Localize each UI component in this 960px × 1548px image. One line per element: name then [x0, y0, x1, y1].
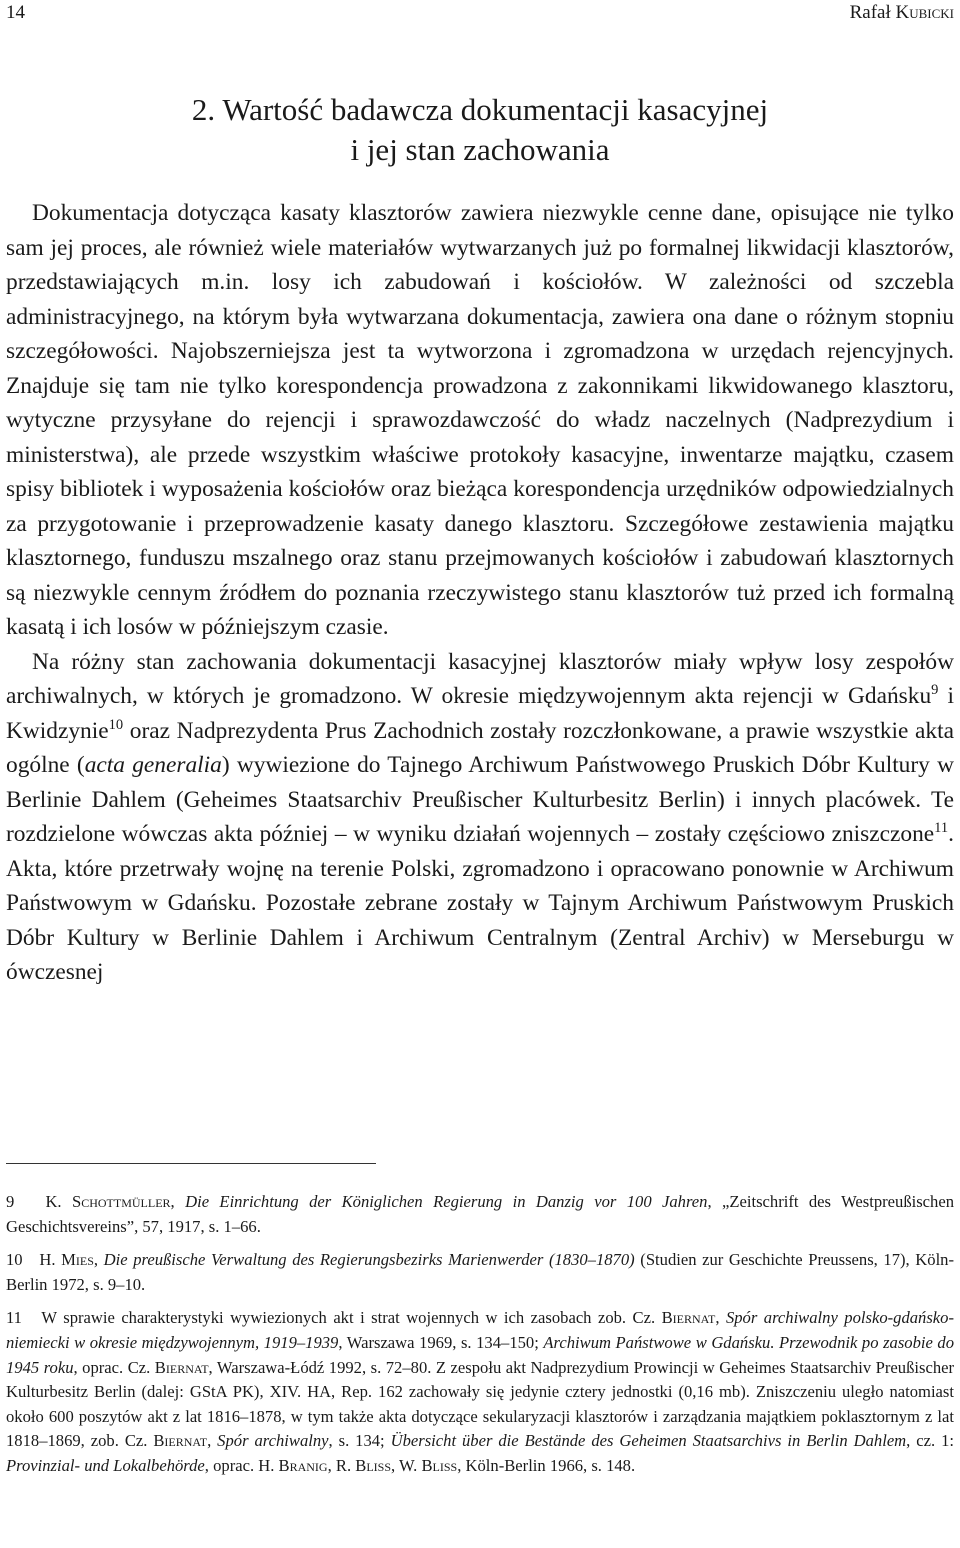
paragraph-1: Dokumentacja dotycząca kasaty klasztorów zawiera niezwykle cenne dane, opisujące nie tylko sam jej proces, ale również wiele materiałów wytwarzanych już po formalnej likwidacji klasztorów, przedstawiających m.in. losy ich zabudowań i kościołów. W zależności od szczebla administracyjnego, na którym była wytwarzana dokumentacja, zawiera ona dane o różnym stopniu szczegółowości. Najobszerniejsza jest ta wytworzona i zgromadzona w urzędach rejencyjnych. Znajduje się tam nie tylko korespondencja prowadzona z zakonnikami likwidowanego klasztoru, wytyczne przysyłane do rejencji i sprawozdawczość do władz naczelnych (Nadprezydium i ministerstwa), ale przede wszystkim właściwe protokoły kasacyjne, inwentarze majątku, czasem spisy bibliotek i wyposażenia kościołów oraz bieżąca korespondencja urzędników odpowiedzialnych za przygotowanie i przeprowadzenie kasaty danego klasztoru. Szczegółowe zestawienia majątku klasztornego, funduszu mszalnego oraz stanu przejmowanych kościołów i zabudowań klasztornych są niezwykle cennym źródłem do poznania rzeczywistego stanu klasztorów tuż przed ich formalną kasatą i ich losów w późniejszym czasie. — [6, 200, 954, 640]
section-title-line1: 2. Wartość badawcza dokumentacji kasacyjnej — [191, 92, 769, 127]
paragraph-2: Na różny stan zachowania dokumentacji kasacyjnej klasztorów miały wpływ losy zespołów archiwalnych, w których je gromadzono. W okresie międzywojennym akta rejencji w Gdańsku$^9$ i Kwidzynie$^{10}$ oraz Nadprezydenta Prus Zachodnich zostały rozczłonkowane, a prawie wszystkie akta ogólne (acta generalia) wywiezione do Tajnego Archiwum Państwowego Pruskich Dóbr Kultury w Berlinie Dahlem (Geheimes Staatsarchiv Preußischer Kulturbesitz Berlin) i innych placówek. Te rozdzielone wówczas akta później – w wyniku działań wojennych – zostały częściowo zniszczone$^{11}$. Akta, które przetrwały wojnę na terenie Polski, zgromadzono i opracowano ponownie w Archiwum Państwowym w Gdańsku. Pozostałe zebrane zostały w Tajnym Archiwum Państwowym Pruskich Dóbr Kultury w Berlinie Dahlem i Archiwum Centralnym (Zentral Archiv) w Merseburgu w ówczesnej — [6, 648, 954, 985]
footnote-ref-11[interactable]: 11 — [934, 820, 949, 837]
body-text — [6, 196, 954, 990]
footnote-ref-9[interactable]: 9 — [931, 682, 939, 699]
footnote-11: 11 W sprawie charakterystyki wywiezionych akt i strat wojennych w ich zasobach zob. Cz. Biernat, Spór archiwalny polsko-gdańsko-niemiecki w okresie międzywojennym, 1919–1939, Warszawa 1969, s. 134–150; Archiwum Państwowe w Gdańsku. Przewodnik po zasobie do 1945 roku, oprac. Cz. Biernat, Warszawa-Łódź 1992, s. 72–80. Z zespołu akt Nadprezydium Prowincji w Geheimes Staatsarchiv Preußischer Kulturbesitz Berlin (dalej: GStA PK), XIV. HA, Rep. 162 zachowały się jedynie cztery jednostki (0,16 mb). Zniszczeniu uległo natomiast około 600 poszytów akt z lat 1816–1878, w tym także akta dotyczące sekularyzacji klasztorów i zarządzania majątkiem poklasztornym z lat 1818–1869, zob. Cz. Biernat, Spór archiwalny, s. 134; Übersicht über die Bestände des Geheimen Staatsarchivs in Berlin Dahlem, cz. 1: Provinzial- und Lokalbehörde, oprac. H. Branig, R. Bliss, W. Bliss, Köln-Berlin 1966, s. 148. — [6, 1308, 955, 1475]
running-header — [6, 2, 954, 26]
footnote-ref-10[interactable]: 10 — [108, 716, 124, 733]
footnotes — [6, 1190, 954, 1488]
footnote-separator — [6, 1163, 376, 1164]
section-title — [0, 90, 960, 170]
footnote-9: 9 K. Schottmüller, Die Einrichtung der Königlichen Regierung in Danzig vor 100 Jahren, „Zeitschrift des Westpreußischen Geschichtsvereins”, 57, 1917, s. 1–66. — [6, 1192, 955, 1236]
footnote-10: 10 H. Mies, Die preußische Verwaltung des Regierungsbezirks Marienwerder (1830–1870) (Studien zur Geschichte Preussens, 17), Köln-Berlin 1972, s. 9–10. — [6, 1250, 955, 1294]
section-title-line2: i jej stan zachowania — [350, 132, 610, 167]
running-author: Rafał Kubicki — [849, 2, 954, 23]
page-number: 14 — [6, 2, 25, 23]
